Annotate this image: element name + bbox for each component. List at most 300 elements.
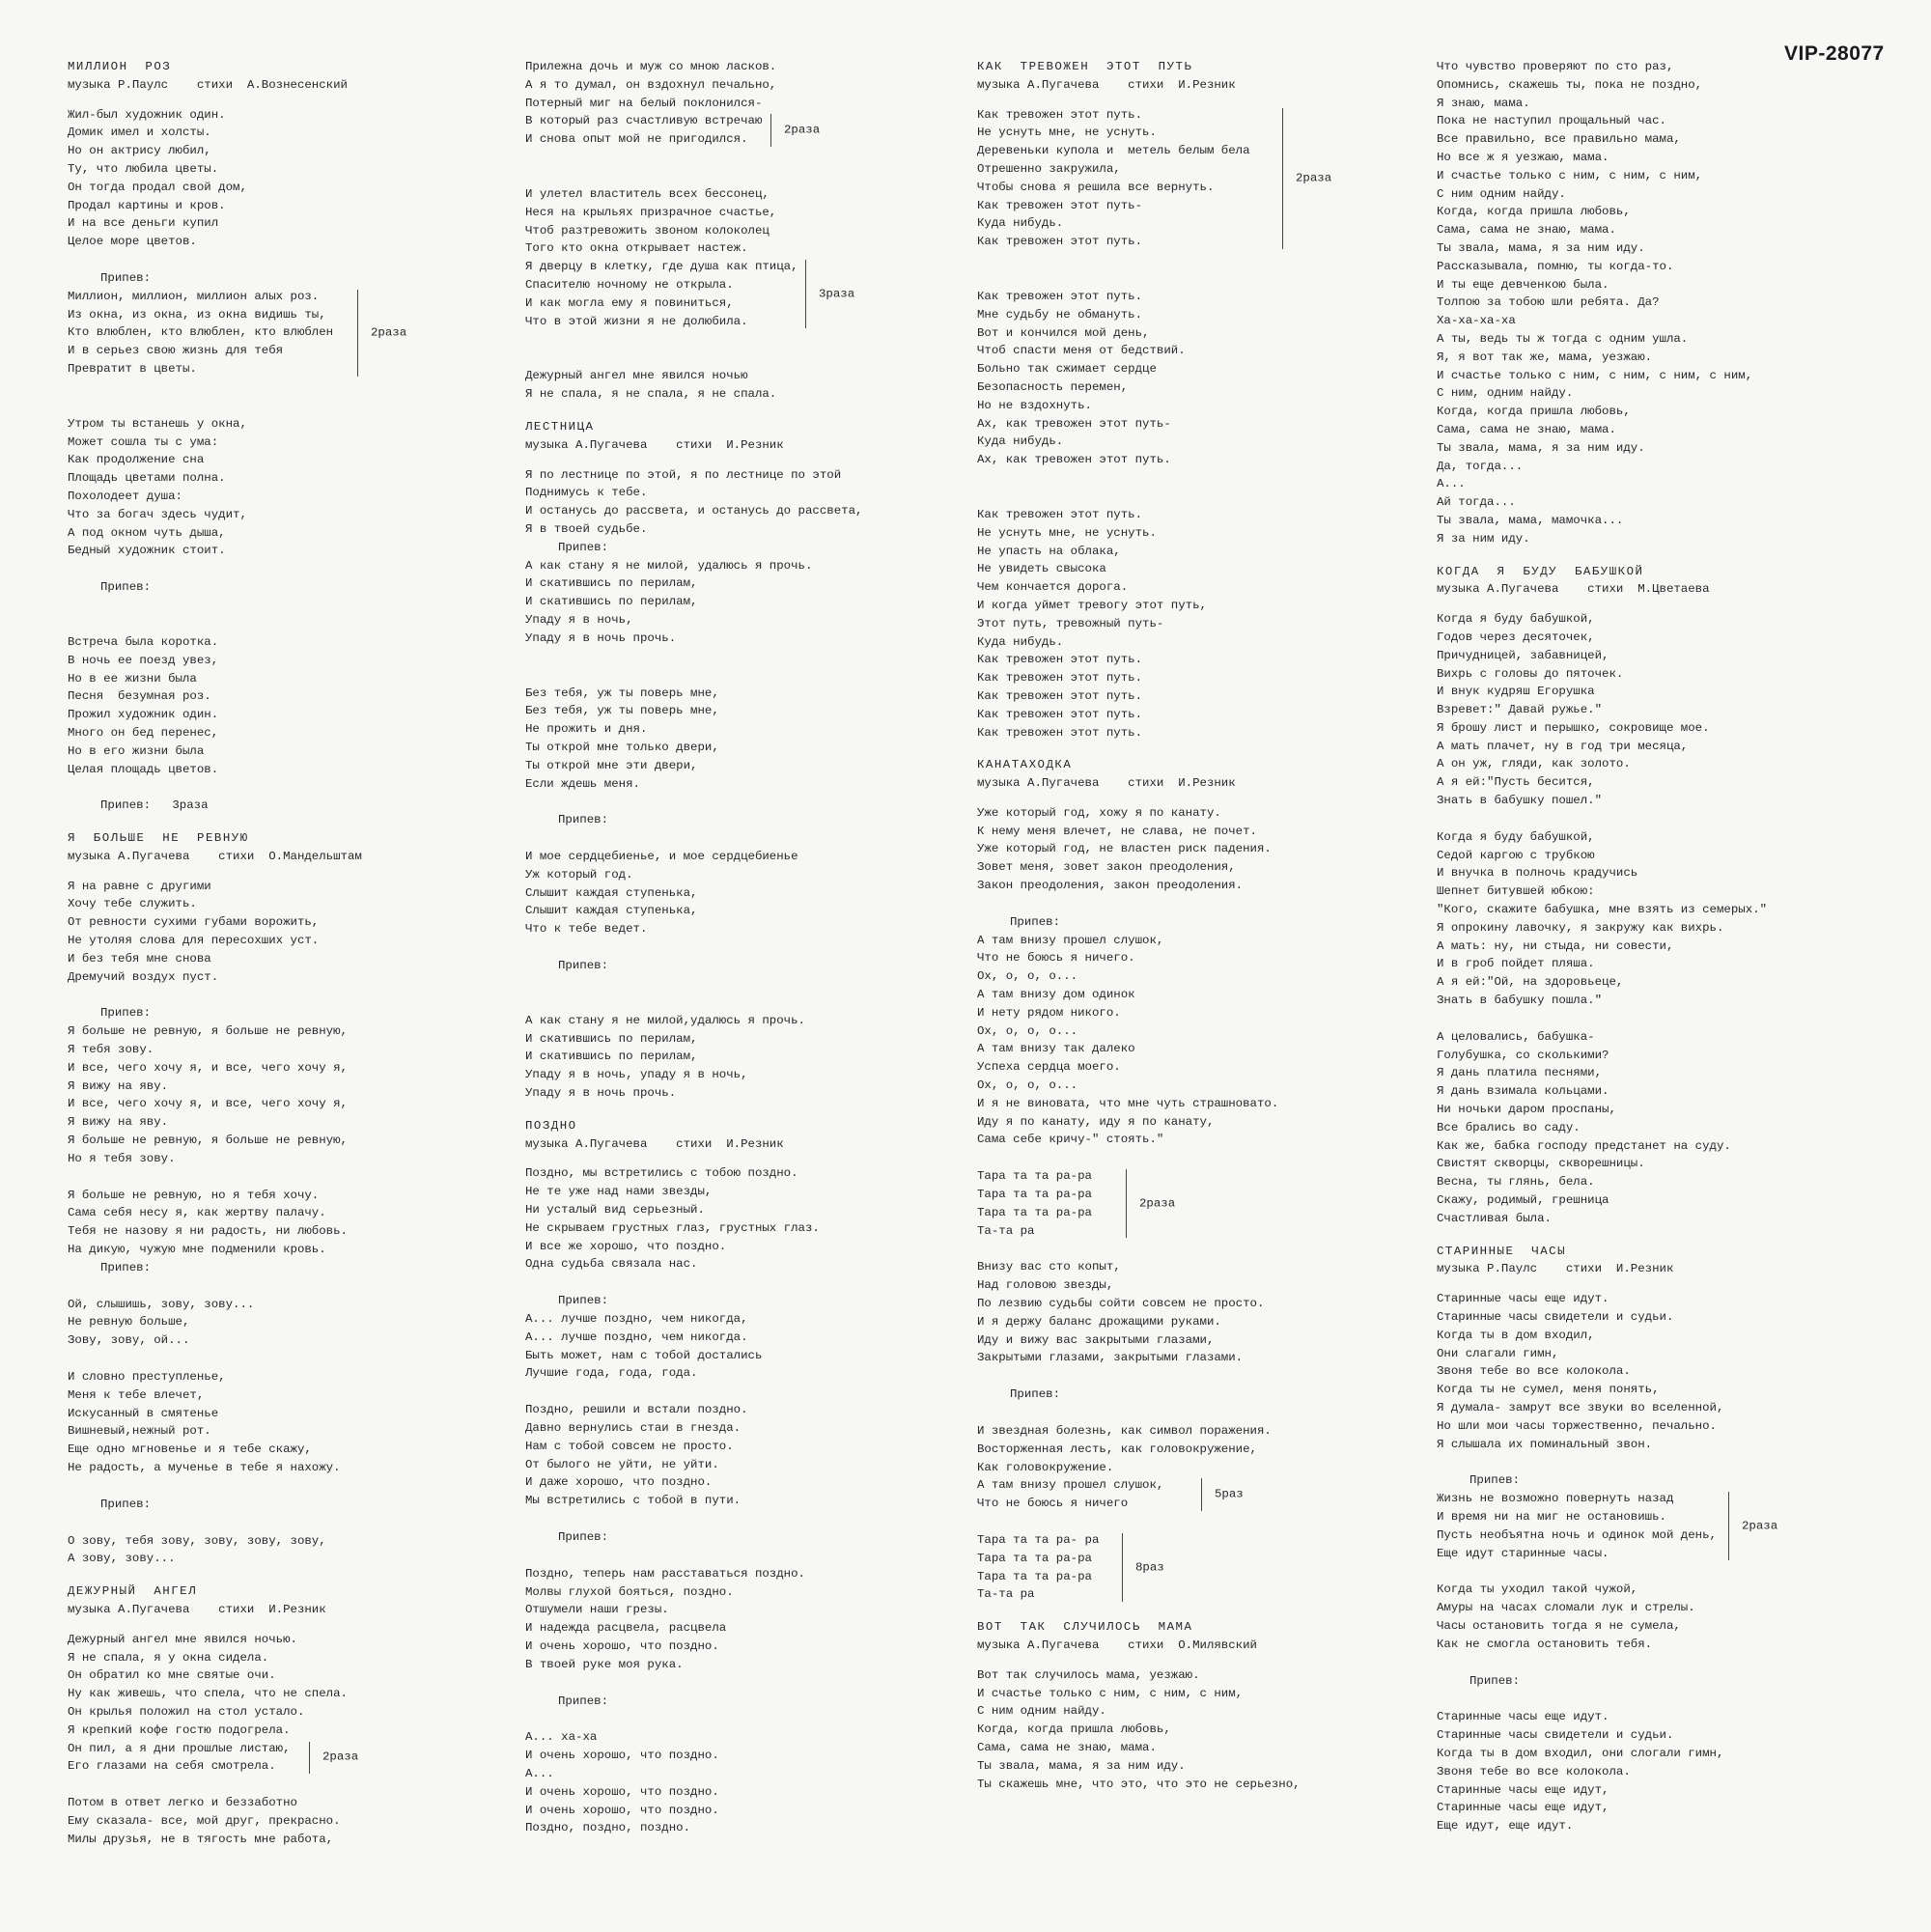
lyric-line: Быть может, нам с тобой достались [525,1348,763,1362]
lyric-line: Поздно, решили и встали поздно. [525,1403,748,1417]
lyric-line: Его глазами на себя смотрела. [68,1759,276,1774]
lyric-line: Весна, ты глянь, бела. [1437,1175,1595,1190]
repeat-label: 2раза [371,325,407,340]
song-title: КАК ТРЕВОЖЕН ЭТОТ ПУТЬ [977,60,1193,73]
blank-line [977,1149,1363,1167]
song-credits: музыка Р.Паулс стихи А.Вознесенский [68,77,348,92]
blank-line [977,1404,1363,1422]
song [1437,1243,1842,1835]
lyric-line: И время ни на миг не остановишь. [1437,1509,1666,1524]
song-credits: музыка А.Пугачева стихи О.Мандельштам [68,849,362,863]
catalog-number: VIP-28077 [1784,42,1885,65]
lyric-line: Еще идут старинные часы. [1437,1546,1609,1560]
lyric-line: Потом в ответ легко и беззаботно [68,1796,297,1810]
lyric-line: Этот путь, тревожный путь- [977,616,1164,630]
lyric-line: По лезвию судьбы сойти совсем не просто. [977,1297,1265,1311]
blank-line [525,1547,911,1565]
lyric-line: А он уж, гляди, как золото. [1437,757,1631,771]
lyric-line: И без тебя мне снова [68,951,211,966]
blank-line [1437,1690,1842,1708]
lyric-line: Домик имел и холсты. [68,126,211,140]
lyric-line: Но шли мои часы торжественно, печально. [1437,1418,1717,1433]
lyric-line: И скатившись по перилам, [525,1050,698,1064]
lyric-line: Седой каргою с трубкою [1437,848,1595,862]
refrain-marker: Припев: [558,1694,609,1708]
lyric-line: Тара та та ра-ра [977,1569,1092,1583]
lyric-line: Куда нибудь. [977,634,1064,649]
song-spacer [68,815,454,829]
repeat-group [525,112,911,149]
lyric-line: Рассказывала, помню, ты когда-то. [1437,259,1674,273]
repeat-label: 2раза [1742,1519,1778,1533]
repeat-group [68,288,454,378]
refrain-marker: Припев: 3раза [100,798,209,813]
lyric-line: И очень хорошо, что поздно. [525,1749,719,1763]
lyric-line: Я по лестнице по этой, я по лестнице по этой [525,467,842,482]
song [68,58,454,815]
repeat-group [1437,1490,1842,1562]
lyric-line: А... [1437,477,1466,491]
lyric-line: Ты открой мне эти двери, [525,758,698,772]
lyric-line: И надежда расцвела, расцвела [525,1621,727,1636]
lyric-line: Превратит в цветы. [68,361,197,376]
lyric-line: В твоей руке моя рука. [525,1657,684,1671]
lyric-line: А зову, зову... [68,1552,176,1566]
repeat-label: 2раза [1139,1196,1176,1211]
lyric-line: От ревности сухими губами ворожить, [68,915,320,930]
lyric-line: И как могла ему я повиниться, [525,295,734,310]
repeat-group [977,106,1363,251]
lyric-line: Они слагали гимн, [1437,1346,1559,1360]
lyric-line: А мать плачет, ну в год три месяца, [1437,739,1689,753]
refrain-marker: Припев: [100,1260,152,1274]
lyric-line: Он пил, а я дни прошлые листаю, [68,1741,291,1755]
repeat-bracket [357,290,358,377]
lyric-line: Когда, когда пришла любовь, [977,1722,1171,1737]
lyrics-column-4 [1437,58,1842,1835]
refrain-marker: Припев: [1469,1673,1521,1688]
lyric-line: С ним одним найду. [1437,186,1566,201]
lyric-line: Прожил художник один. [68,708,219,722]
lyric-line: Вот и кончился мой день, [977,325,1150,340]
lyric-line: Ох, о, о, о... [977,1023,1078,1038]
lyric-line: И словно преступленье, [68,1370,226,1385]
refrain-marker: Припев: [558,540,609,554]
lyric-line: Но он актрису любил, [68,144,211,158]
lyric-line: Как тревожен этот путь. [977,107,1143,122]
lyric-line: Поздно, мы встретились с тобою поздно. [525,1166,798,1181]
lyric-line: Что чувство проверяют по сто раз, [1437,60,1674,73]
lyric-line: Как тревожен этот путь. [977,289,1143,303]
lyric-line: Слышит каждая ступенька, [525,904,698,918]
repeat-label: 8раз [1135,1560,1164,1575]
lyric-line: Я знаю, мама. [1437,96,1530,110]
song [525,1117,911,1837]
song-title: КОГДА Я БУДУ БАБУШКОЙ [1437,564,1644,578]
lyric-line: И останусь до рассвета, и останусь до рассвета, [525,504,863,518]
lyric-line: Одна судьба связала нас. [525,1257,698,1272]
refrain-marker: Припев: [558,813,609,827]
lyric-line: Не ревную больше, [68,1315,190,1330]
blank-line [68,1350,454,1368]
lyric-line: И ты еще девченкою была. [1437,277,1609,292]
song-spacer [977,742,1363,756]
lyric-line: И нету рядом никого. [977,1005,1121,1020]
lyric-line: Вихрь с головы до пяточек. [1437,666,1624,681]
lyric-line: Ты звала, мама, мамочка... [1437,513,1624,527]
repeat-bracket [1122,1533,1123,1602]
lyric-line: Ни усталый вид серьезный. [525,1203,705,1218]
lyric-line: Давно вернулись стаи в гнезда. [525,1421,742,1436]
lyric-line: Я за ним иду. [1437,531,1530,546]
lyric-line: Звоня тебе во все колокола. [1437,1364,1631,1379]
blank-line [977,1240,1363,1258]
refrain-marker: Припев: [100,580,152,595]
lyric-line: И очень хорошо, что поздно. [525,1784,719,1799]
lyric-line: Как продолжение сна [68,453,205,467]
lyric-line: Знать в бабушку пошла." [1437,994,1603,1008]
lyric-line: И внучка в полночь крадучись [1437,866,1638,881]
repeat-bracket [1201,1478,1202,1511]
lyric-line: Ты звала, мама, я за ним иду. [1437,440,1645,455]
repeat-label: 3раза [819,287,855,301]
lyric-line: Уже который год, хожу я по канату. [977,805,1221,820]
lyric-line: Похолодеет душа: [68,489,182,503]
lyric-line: Я не спала, я у окна сидела. [68,1650,269,1665]
lyric-line: Ах, как тревожен этот путь. [977,453,1171,467]
lyric-line: Уж который год. [525,867,633,882]
song-title: ВОТ ТАК СЛУЧИЛОСЬ МАМА [977,1620,1193,1635]
blank-line [68,1168,454,1187]
lyric-line: Амуры на часах сломали лук и стрелы. [1437,1601,1695,1615]
lyric-line: Я, я вот так же, мама, уезжаю. [1437,350,1653,364]
lyric-line: Я больше не ревную, но я тебя хочу. [68,1188,320,1202]
lyric-line: Как тревожен этот путь. [977,653,1143,667]
blank-line [68,378,454,397]
blank-line [68,1776,454,1794]
lyric-line: Годов через десяточек, [1437,630,1595,644]
blank-line [68,251,454,269]
lyric-line: Дремучий воздух пуст. [68,969,219,984]
lyric-line: Целое море цветов. [68,235,197,249]
lyric-line: Вишневый,нежный рот. [68,1424,211,1439]
lyric-line: И в гроб пойдет пляша. [1437,957,1595,971]
blank-line [525,829,911,848]
lyric-line: Песня безумная роз. [68,689,211,704]
lyric-line: Сама, сама не знаю, мама. [1437,223,1616,238]
lyric-line: Тара та та ра-ра [977,1169,1092,1184]
lyric-line: Пока не наступил прощальный час. [1437,114,1666,128]
lyric-line: Что за богач здесь чудит, [68,507,247,521]
refrain-marker: Припев: [1010,914,1061,929]
song-credits: музыка А.Пугачева стихи И.Резник [977,776,1236,791]
lyric-line: Ту, что любила цветы. [68,161,219,176]
lyric-line: Площадь цветами полна. [68,471,226,486]
lyric-line: А мать: ну, ни стыда, ни совести, [1437,938,1674,953]
blank-line [68,1514,454,1532]
repeat-label: 2раза [1296,171,1332,185]
lyric-line: Целая площадь цветов. [68,762,219,776]
lyric-line: Я опрокину лавочку, я закружу как вихрь. [1437,920,1724,935]
lyric-line: Но я тебя зову. [68,1151,176,1165]
lyric-line: Я дань взимала кольцами. [1437,1084,1609,1099]
song [525,58,911,404]
lyric-line: Старинные часы свидетели и судьи. [1437,1310,1674,1324]
song-credits: музыка А.Пугачева стихи О.Милявский [977,1638,1257,1652]
song-spacer [525,404,911,418]
lyric-line: С ним, одним найду. [1437,386,1574,401]
lyric-line: Когда ты в дом входил, они слогали гимн, [1437,1746,1724,1760]
lyric-line: Еще одно мгновенье и я тебе скажу, [68,1442,312,1457]
lyric-line: Ах, как тревожен этот путь- [977,416,1171,431]
lyric-line: Еще идут, еще идут. [1437,1819,1574,1834]
blank-line [525,994,911,1012]
lyric-line: Меня к тебе влечет, [68,1387,205,1402]
lyric-line: Чтоб спасти меня от бедствий. [977,344,1186,358]
lyric-line: Слышит каждая ступенька, [525,885,698,900]
lyric-line: И скатившись по перилам, [525,595,698,609]
lyric-line: Пусть необъятна ночь и одинок мой день, [1437,1527,1717,1542]
blank-line [525,167,911,185]
lyric-line: Поздно, поздно, поздно. [525,1821,691,1835]
lyric-line: И очень хорошо, что поздно. [525,1638,719,1653]
lyric-line: Упаду я в ночь прочь. [525,630,677,645]
blank-line [68,397,454,415]
lyric-line: Я в твоей судьбе. [525,521,648,536]
blank-line [1437,1654,1842,1672]
lyric-line: Спасителю ночному не открыла. [525,277,734,292]
lyric-line: Не увидеть свысока [977,562,1106,576]
lyric-line: Куда нибудь. [977,434,1064,449]
song [68,829,454,1568]
blank-line [68,560,454,578]
lyric-line: Если ждешь меня. [525,776,640,791]
lyric-line: А... лучше поздно, чем никогда, [525,1312,748,1327]
song-spacer [1437,548,1842,563]
lyric-line: Когда я буду бабушкой, [1437,829,1595,844]
repeat-label: 5раз [1215,1487,1244,1501]
lyric-line: Я крепкий кофе гостю подогрела. [68,1722,291,1737]
song [977,1618,1363,1793]
lyrics-column-1 [68,58,454,1849]
lyric-line: Я на равне с другими [68,879,211,893]
lyric-line: Что к тебе ведет. [525,922,648,937]
lyric-line: Сама себя несу я, как жертву палачу. [68,1206,326,1220]
lyric-line: Закон преодоления, закон преодоления. [977,879,1244,893]
blank-line [68,597,454,615]
lyric-line: Не упасть на облака, [977,544,1121,558]
song-spacer [977,1604,1363,1618]
blank-line [68,1477,454,1496]
blank-line [977,269,1363,288]
lyric-line: Лучшие года, года, года. [525,1366,698,1381]
repeat-label: 2раза [322,1750,359,1764]
lyric-line: Ох, о, о, о... [977,1078,1078,1093]
lyric-line: Уже который год, не властен риск падения. [977,842,1272,856]
repeat-bracket [805,260,806,328]
lyric-line: Тара та та ра-ра [977,1205,1092,1219]
lyric-line: Когда я буду бабушкой, [1437,612,1595,627]
lyric-line: Как тревожен этот путь. [977,507,1143,521]
lyric-line: Не уснуть мне, не уснуть. [977,525,1157,540]
song-spacer [68,1568,454,1582]
song [1437,58,1842,548]
lyric-line: Нам с тобой совсем не просто. [525,1439,734,1453]
lyric-line: Я брошу лист и перышко, сокровище мое. [1437,720,1710,735]
lyric-line: Чем кончается дорога. [977,580,1129,595]
blank-line [68,1277,454,1296]
lyric-line: Счастливая была. [1437,1211,1552,1225]
lyric-line: Может сошла ты с ума: [68,434,219,449]
lyric-line: Встреча была коротка. [68,634,219,649]
lyric-line: Много он бед перенес, [68,725,219,740]
lyric-line: Тебя не назову я ни радость, ни любовь. [68,1224,348,1239]
song-title: КАНАТАХОДКА [977,758,1073,772]
lyric-line: Сама, сама не знаю, мама. [977,1740,1157,1754]
lyric-line: А как стану я не милой, удалюсь я прочь. [525,558,813,573]
lyric-line: Тара та та ра- ра [977,1532,1100,1547]
refrain-marker: Припев: [558,959,609,973]
lyric-line: Я больше не ревную, я больше не ревную, [68,1134,348,1148]
lyric-line: Ну как живешь, что спела, что не спела. [68,1687,348,1701]
refrain-marker: Припев: [558,1294,609,1308]
repeat-bracket [1282,108,1283,249]
lyric-line: Как тревожен этот путь- [977,198,1143,212]
lyric-line: От былого не уйти, не уйти. [525,1457,719,1471]
lyric-line: Упаду я в ночь, [525,612,633,627]
lyric-line: Толпою за тобою шли ребята. Да? [1437,295,1660,310]
lyric-line: Ему сказала- все, мой друг, прекрасно. [68,1813,341,1828]
lyric-line: Старинные часы еще идут. [1437,1710,1609,1724]
lyric-line: Я тебя зову. [68,1043,154,1057]
lyric-line: Кто влюблен, кто влюблен, кто влюблен [68,325,334,340]
lyric-line: Как же, бабка господу предстанет на суду. [1437,1138,1731,1153]
blank-line [977,488,1363,506]
lyric-line: Больно так сжимает сердце [977,362,1157,377]
lyric-line: Иду и вижу вас закрытыми глазами, [977,1332,1215,1347]
lyric-line: Как тревожен этот путь. [977,671,1143,686]
lyric-line: В который раз счастливую встречаю [525,114,763,128]
lyric-line: И я держу баланс дрожащими руками. [977,1314,1221,1329]
repeat-group [977,1476,1363,1513]
blank-line [525,975,911,994]
lyric-line: И я не виновата, что мне чуть страшновато. [977,1096,1279,1110]
lyric-line: Отшумели наши грезы. [525,1603,669,1617]
lyric-line: И на все деньги купил [68,216,219,231]
lyric-line: И счастье только с ним, с ним, с ним, [977,1686,1244,1700]
lyric-line: Того кто окна открывает настеж. [525,241,748,256]
repeat-group [525,258,911,330]
lyric-line: Я дверцу в клетку, где душа как птица, [525,260,798,274]
lyric-line: Не радость, а мученье в тебе я нахожу. [68,1461,341,1474]
lyric-line: Без тебя, уж ты поверь мне, [525,704,719,718]
song-credits: музыка Р.Паулс стихи И.Резник [1437,1262,1674,1276]
repeat-bracket [1728,1492,1729,1560]
blank-line [525,149,911,167]
refrain-marker: Припев: [1010,1387,1061,1402]
lyric-line: Деревеньки купола и метель белым бела [977,144,1250,158]
blank-line [525,793,911,811]
lyric-line: И скатившись по перилам, [525,576,698,591]
lyric-line: Ха-ха-ха-ха [1437,314,1516,328]
lyric-line: "Кого, скажите бабушка, мне взять из семерых." [1437,903,1768,917]
lyrics-column-2 [525,58,911,1837]
lyric-line: Все правильно, все правильно мама, [1437,132,1681,147]
lyric-line: Опомнись, скажешь ты, пока не поздно, [1437,77,1703,92]
lyric-line: Что не боюсь я ничего. [977,951,1135,966]
blank-line [525,330,911,349]
lyric-line: Я вижу на яву. [68,1115,169,1130]
song-credits: музыка А.Пугачева стихи М.Цветаева [1437,582,1710,597]
lyric-line: А там внизу дом одинок [977,988,1135,1002]
lyric-line: Не прожить и дня. [525,722,648,737]
repeat-group [977,1167,1363,1240]
lyric-line: Успеха сердца моего. [977,1060,1121,1075]
lyric-line: Знать в бабушку пошел." [1437,794,1603,808]
lyric-line: Все брались во саду. [1437,1120,1581,1134]
lyric-line: А там внизу так далеко [977,1042,1135,1056]
lyric-line: Скажу, родимый, грешница [1437,1193,1609,1208]
song [977,756,1363,1604]
lyric-line: Упаду я в ночь, упаду я в ночь, [525,1068,748,1082]
song-title: ПОЗДНО [525,1118,577,1133]
song [1437,563,1842,1228]
lyric-line: Упаду я в ночь прочь. [525,1086,677,1101]
blank-line [977,1513,1363,1531]
lyric-line: Как тревожен этот путь. [977,235,1143,249]
lyric-line: А я то думал, он вздохнул печально, [525,77,777,92]
lyric-line: Восторженная лесть, как головокружение, [977,1442,1257,1456]
lyric-line: На дикую, чужую мне подменили кровь. [68,1243,326,1257]
lyric-line: Хочу тебе служить. [68,897,197,911]
lyric-line: Как тревожен этот путь. [977,707,1143,721]
lyric-line: Продал картины и кров. [68,198,226,212]
lyric-line: Сама, сама не знаю, мама. [1437,422,1616,436]
lyric-line: Ты скажешь мне, что это, что это не серьезно, [977,1777,1301,1791]
blank-line [525,666,911,685]
lyric-line: Закрытыми глазами, закрытыми глазами. [977,1351,1244,1365]
lyric-line: Часы остановить тогда я не сумела, [1437,1618,1681,1633]
lyric-line: Когда ты не сумел, меня понять, [1437,1383,1660,1397]
lyrics-column-3 [977,58,1363,1793]
blank-line [525,1510,911,1528]
lyric-line: Тара та та ра-ра [977,1551,1092,1565]
song-credits: музыка А.Пугачева стихи И.Резник [525,1136,784,1151]
blank-line [977,1367,1363,1386]
lyric-line: И снова опыт мой не пригодился. [525,132,748,147]
lyric-line: Ни ночьки даром проспаны, [1437,1103,1616,1117]
blank-line [525,648,911,666]
lyric-line: Миллион, миллион, миллион алых роз. [68,289,320,303]
blank-line [1437,1453,1842,1471]
lyric-line: А там внизу прошел слушок, [977,1478,1164,1493]
lyric-line: Ты звала, мама, я за ним иду. [977,1758,1186,1773]
lyric-line: Без тебя, уж ты поверь мне, [525,686,719,700]
song-title: ДЕЖУРНЫЙ АНГЕЛ [68,1584,198,1599]
lyric-line: Сама себе кричу-" стоять." [977,1133,1164,1147]
lyric-line: Я вижу на яву. [68,1078,169,1093]
lyric-line: И даже хорошо, что поздно. [525,1475,713,1490]
lyric-line: И все же хорошо, что поздно. [525,1239,727,1253]
repeat-group [977,1531,1363,1604]
blank-line [977,895,1363,913]
lyric-line: Как тревожен этот путь. [977,688,1143,703]
lyric-line: Над головою звезды, [977,1278,1114,1293]
lyric-line: Та-та ра [977,1223,1035,1238]
lyric-line: А ты, ведь ты ж тогда с одним ушла. [1437,331,1689,346]
lyric-line: Свистят скворцы, скворешницы. [1437,1157,1645,1171]
lyric-line: И улетел властитель всех бессонец, [525,186,770,201]
